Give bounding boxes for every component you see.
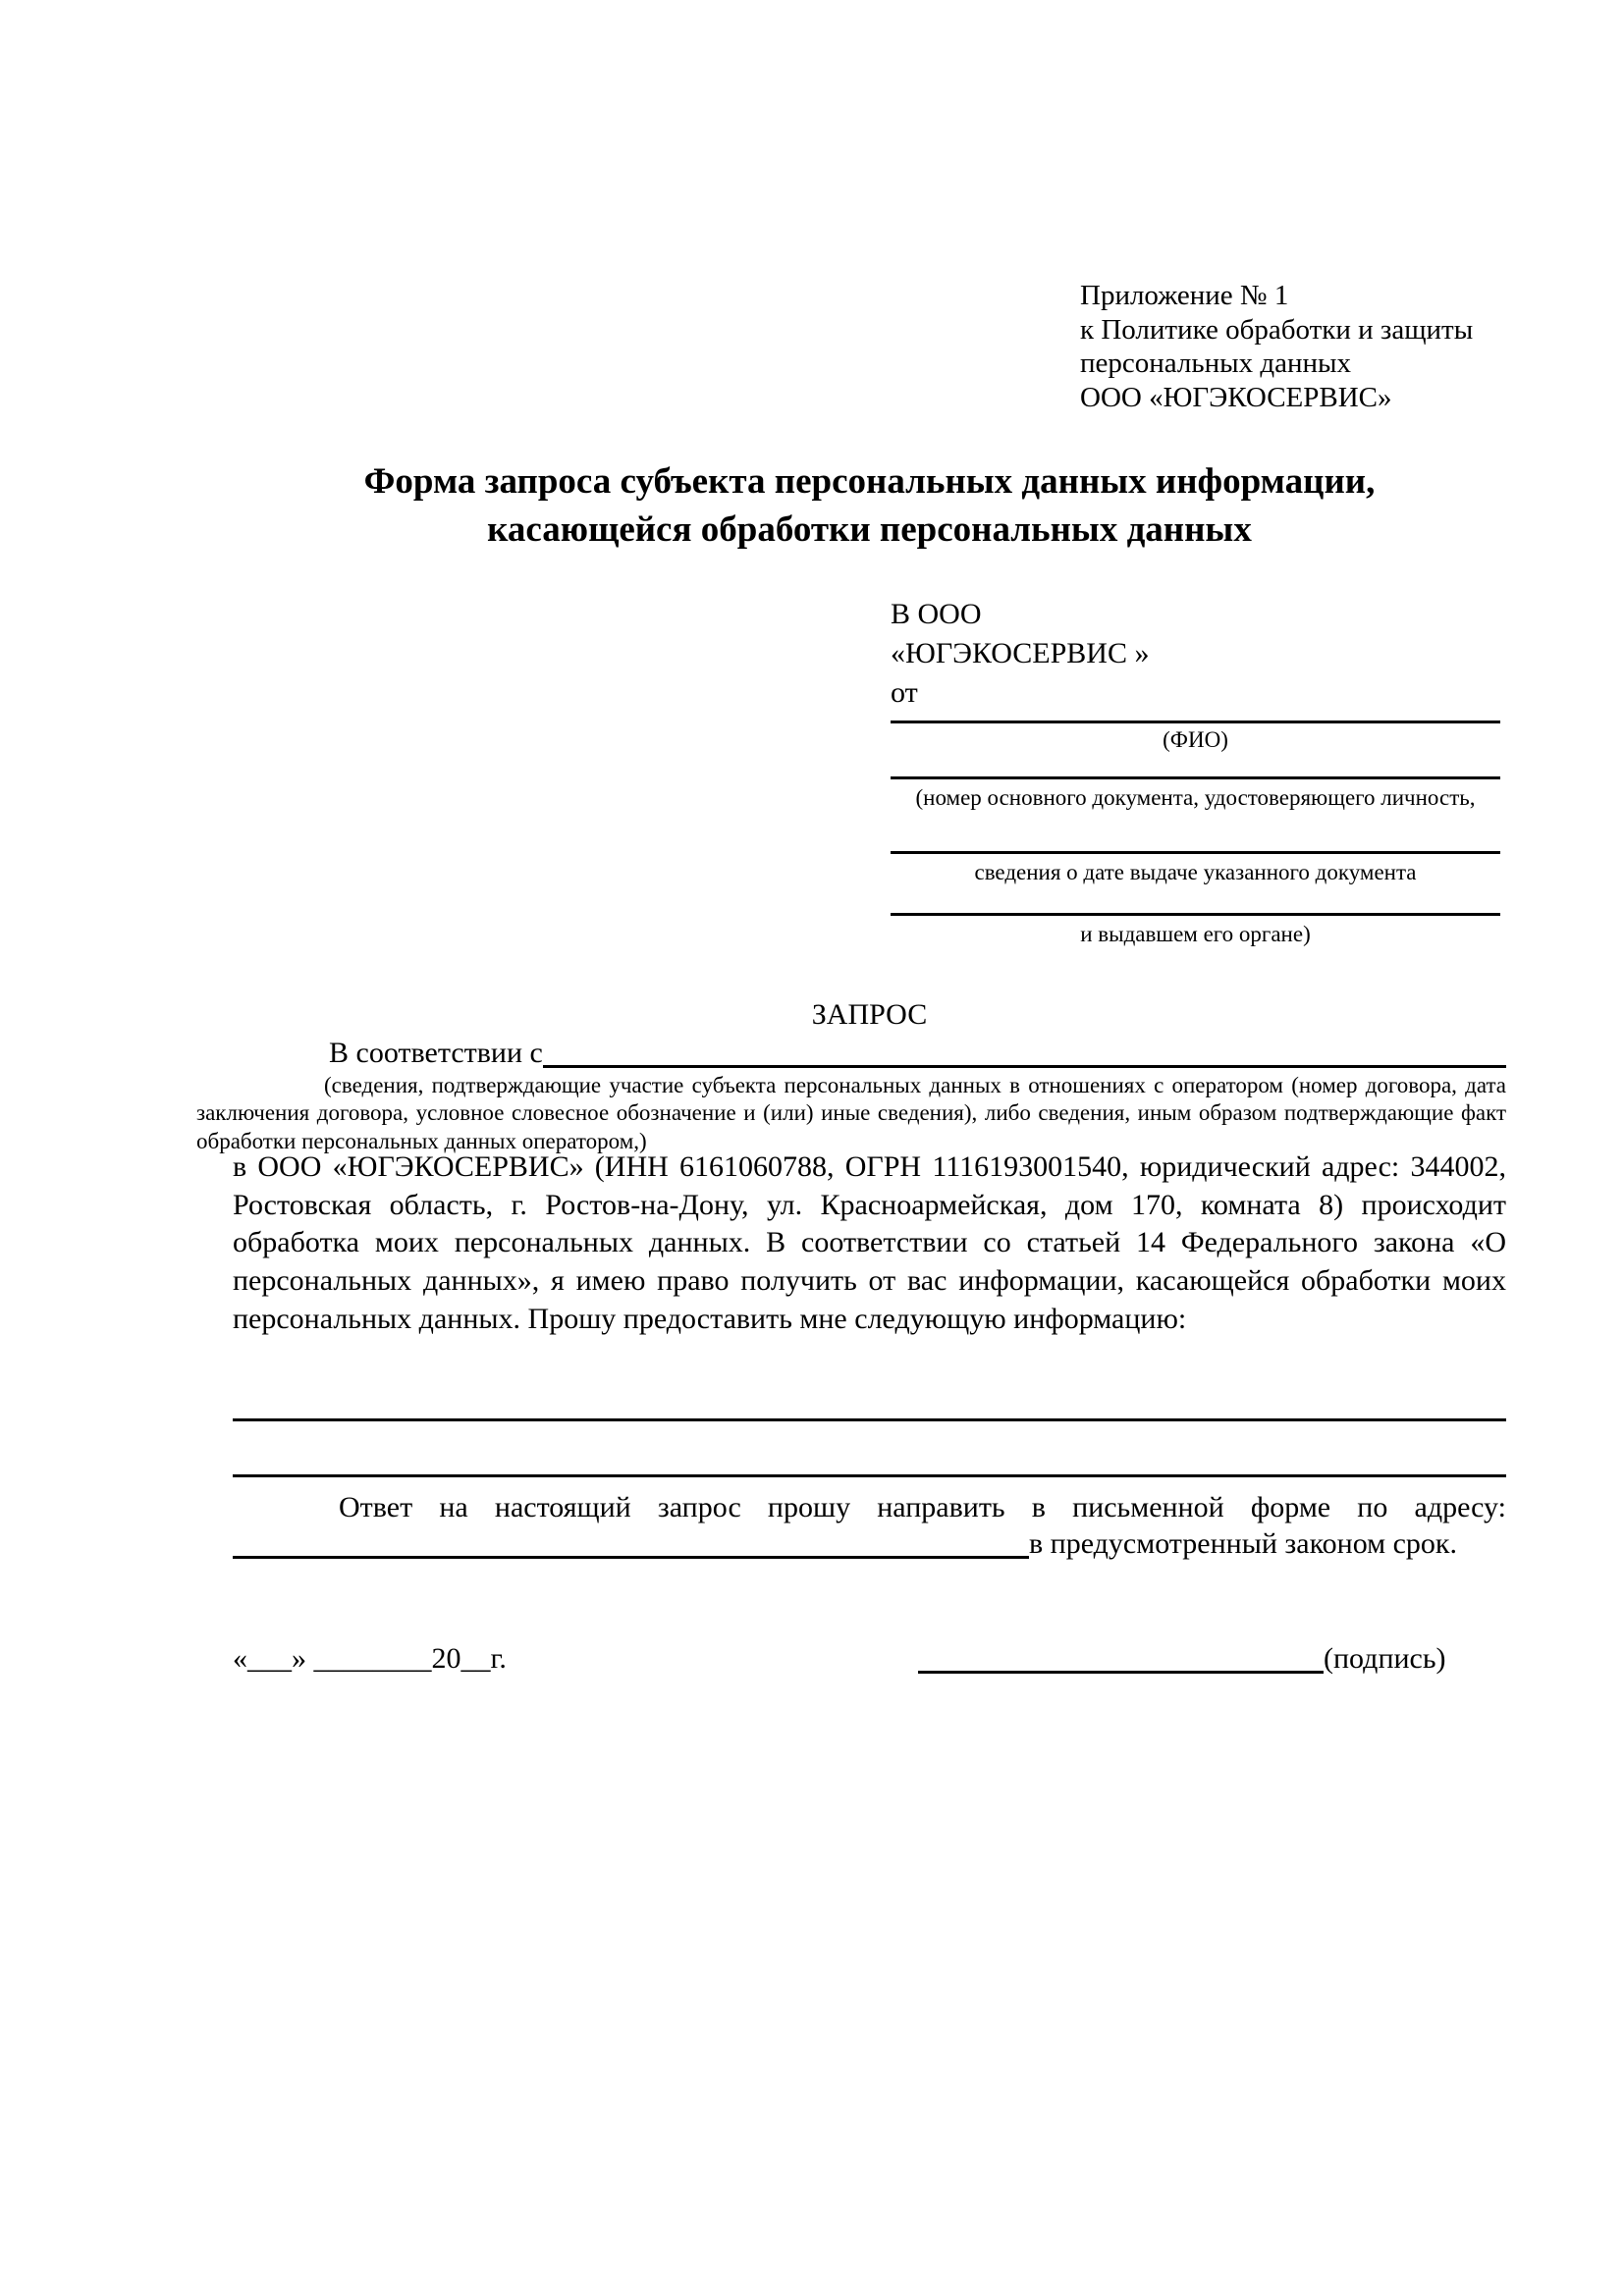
fio-field-line[interactable]: [891, 721, 1500, 723]
issuing-authority-field-caption: и выдавшем его органе): [1080, 922, 1311, 946]
reply-paragraph-line-2: [233, 1524, 1506, 1564]
accordance-label: В соответствии с: [329, 1037, 543, 1069]
information-blank-line-1[interactable]: [233, 1418, 1506, 1421]
appendix-header: [1080, 279, 1542, 414]
appendix-line-3: персональных данных: [1080, 347, 1352, 379]
reply-paragraph-line-1: Ответ на настоящий запрос прошу направить в письменной форме по адресу:: [339, 1491, 1506, 1523]
signature-block: [918, 1637, 1446, 1681]
issuing-authority-field-line[interactable]: [891, 913, 1500, 916]
document-number-field-line[interactable]: [891, 776, 1500, 779]
accordance-row: [233, 1034, 1506, 1073]
accordance-field-line[interactable]: [543, 1064, 1506, 1068]
reply-address-field-line[interactable]: [233, 1555, 1029, 1559]
appendix-line-4: ООО «ЮГЭКОСЕРВИС»: [1080, 381, 1392, 413]
appendix-line-2: к Политике обработки и защиты: [1080, 313, 1474, 346]
signature-field-line[interactable]: [918, 1670, 1324, 1674]
information-blank-line-2[interactable]: [233, 1474, 1506, 1477]
issue-date-field-line[interactable]: [891, 851, 1500, 854]
addressee-block: [891, 595, 1500, 713]
addressee-line-2: «ЮГЭКОСЕРВИС »: [891, 637, 1150, 669]
request-heading: ЗАПРОС: [811, 998, 928, 1031]
signature-caption: (подпись): [1324, 1642, 1446, 1675]
reply-paragraph-suffix: в предусмотренный законом срок.: [1029, 1527, 1457, 1560]
document-title-line-1: Форма запроса субъекта персональных данных информации,: [363, 461, 1376, 502]
document-title: [233, 457, 1506, 554]
issue-date-field-caption: сведения о дате выдаче указанного документа: [974, 860, 1417, 884]
document-title-line-2: касающейся обработки персональных данных: [487, 509, 1252, 550]
appendix-line-1: Приложение № 1: [1080, 280, 1289, 311]
date-fill-in[interactable]: «___» ________20__г.: [233, 1642, 507, 1675]
document-number-field-caption: (номер основного документа, удостоверяющего личность,: [915, 785, 1476, 810]
explanatory-note: (сведения, подтверждающие участие субъекта персональных данных в отношениях с оператором (номер договора, дата заключения договора, условное словесное обозначение и (или) иные сведения), либо сведения, иным образом подтверждающие факт обработки персональных данных оператором,): [196, 1073, 1506, 1153]
request-body-paragraph: в ООО «ЮГЭКОСЕРВИС» (ИНН 6161060788, ОГРН 1116193001540, юридический адрес: 344002, Ростовская область, г. Ростов-на-Дону, ул. Красноармейская, дом 170, комната 8) происходит обработка моих персональных данных. В соответствии со статьей 14 Федерального закона «О персональных данных», я имею право получить от вас информации, касающейся обработки моих персональных данных. Прошу предоставить мне следующую информацию:: [233, 1150, 1506, 1335]
addressee-line-3: от: [891, 676, 918, 709]
addressee-line-1: В ООО: [891, 598, 982, 630]
fio-field-caption: (ФИО): [1163, 727, 1228, 752]
